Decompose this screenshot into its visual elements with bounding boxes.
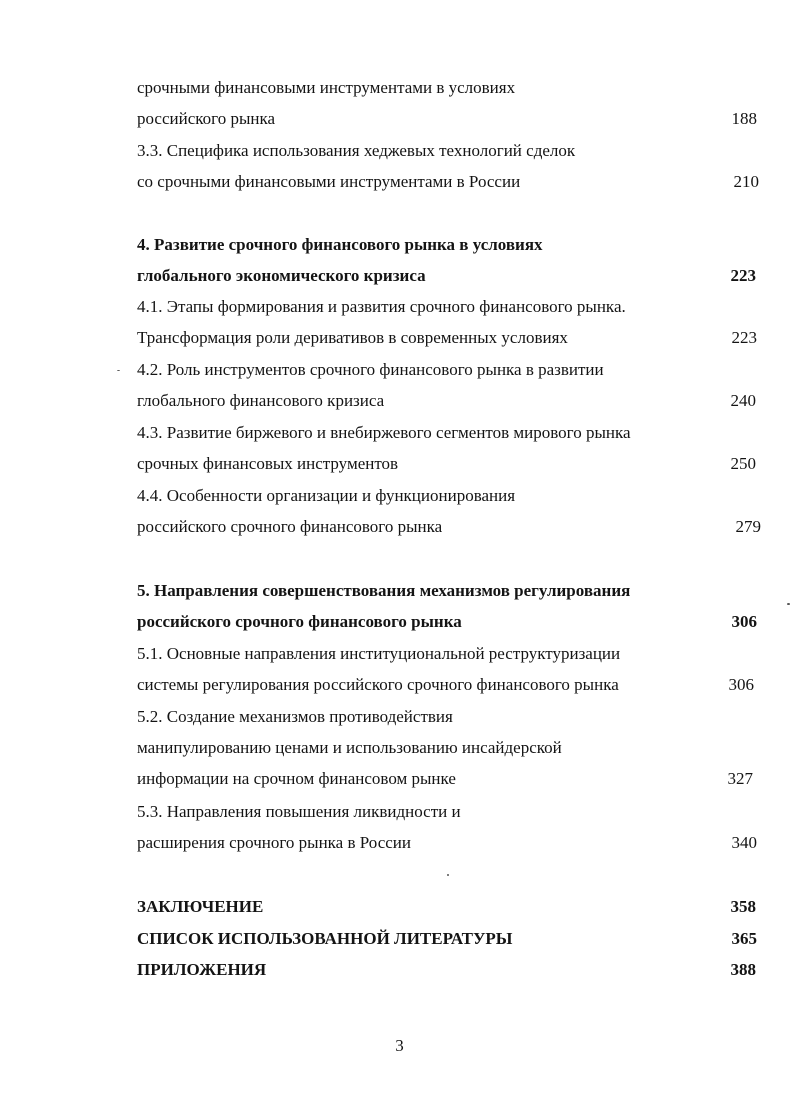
toc-chapter-4-line1: 4. Развитие срочного финансового рынка в условиях (137, 235, 543, 254)
toc-entry-4-3-line1: 4.3. Развитие биржевого и внебиржевого сегментов мирового рынка (137, 423, 631, 442)
toc-entry-5-1-page: 306 (728, 675, 754, 694)
toc-conclusion-page: 358 (730, 897, 756, 916)
toc-entry-4-4-page: 279 (735, 517, 761, 536)
toc-entry-5-2-line2: манипулированию ценами и использованию инсайдерской (137, 738, 562, 757)
toc-entry-3-3-line2: со срочными финансовыми инструментами в России (137, 172, 521, 191)
toc-entry-5-1-line2: системы регулирования российского срочного финансового рынка (137, 675, 619, 694)
toc-entry-5-1-line1: 5.1. Основные направления институциональной реструктуризации (137, 644, 621, 663)
toc-entry-3-3-page: 210 (733, 172, 759, 191)
scan-speck (787, 603, 790, 605)
toc-entry-3-2-line2: российского рынка (137, 109, 276, 128)
toc-appendices-page: 388 (730, 960, 756, 979)
page-number: 3 (395, 1036, 404, 1055)
toc-entry-5-2-line1: 5.2. Создание механизмов противодействия (137, 707, 453, 726)
toc-appendices-title: ПРИЛОЖЕНИЯ (137, 960, 267, 979)
scan-speck (117, 370, 120, 371)
toc-entry-5-2-page: 327 (727, 769, 753, 788)
toc-references-page: 365 (731, 929, 757, 948)
toc-chapter-4-line2: глобального экономического кризиса (137, 266, 426, 285)
toc-entry-4-3-line2: срочных финансовых инструментов (137, 454, 399, 473)
toc-entry-4-2-line2: глобального финансового кризиса (137, 391, 385, 410)
toc-chapter-4-page: 223 (730, 266, 756, 285)
toc-entry-5-3-line2: расширения срочного рынка в России (137, 833, 411, 852)
toc-entry-4-1-line1: 4.1. Этапы формирования и развития срочного финансового рынка. (137, 297, 626, 316)
toc-chapter-5-line1: 5. Направления совершенствования механизмов регулирования (137, 581, 631, 600)
toc-entry-5-3-page: 340 (731, 833, 757, 852)
toc-entry-5-2-line3: информации на срочном финансовом рынке (137, 769, 456, 788)
toc-entry-4-1-page: 223 (731, 328, 757, 347)
toc-entry-4-1-line2: Трансформация роли деривативов в современных условиях (137, 328, 568, 347)
scan-speck (447, 874, 449, 876)
toc-chapter-5-page: 306 (731, 612, 757, 631)
toc-chapter-5-line2: российского срочного финансового рынка (137, 612, 462, 631)
toc-entry-3-3-line1: 3.3. Специфика использования хеджевых технологий сделок (137, 141, 576, 160)
toc-entry-4-2-line1: 4.2. Роль инструментов срочного финансового рынка в развитии (137, 360, 604, 379)
toc-entry-3-2-page: 188 (731, 109, 757, 128)
toc-entry-3-2-line1: срочными финансовыми инструментами в условиях (137, 78, 516, 97)
toc-entry-4-3-page: 250 (730, 454, 756, 473)
toc-entry-4-4-line1: 4.4. Особенности организации и функционирования (137, 486, 516, 505)
toc-conclusion-title: ЗАКЛЮЧЕНИЕ (137, 897, 264, 916)
toc-entry-4-2-page: 240 (730, 391, 756, 410)
toc-references-title: СПИСОК ИСПОЛЬЗОВАННОЙ ЛИТЕРАТУРЫ (137, 929, 513, 948)
toc-entry-4-4-line2: российского срочного финансового рынка (137, 517, 443, 536)
toc-entry-5-3-line1: 5.3. Направления повышения ликвидности и (137, 802, 461, 821)
